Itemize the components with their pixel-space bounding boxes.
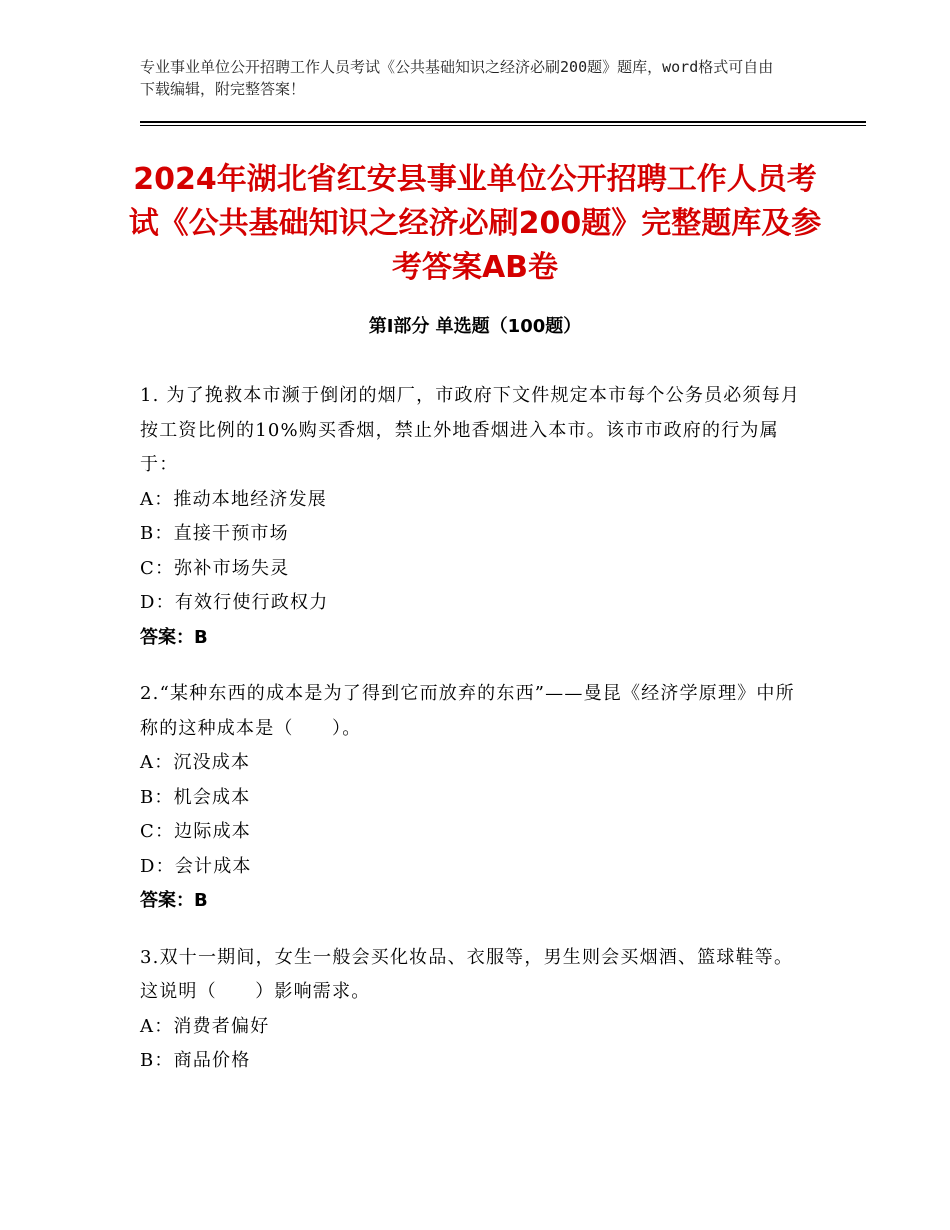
option-d: D：有效行使行政权力 [140, 592, 329, 613]
answer-label: 答案：B [140, 890, 208, 911]
option-d: D：会计成本 [140, 855, 252, 877]
question-2 [140, 677, 812, 919]
question-stem: 2.“某种东西的成本是为了得到它而放弃的东西”——曼昆《经济学原理》中所称的这种成本是（ ）。 [140, 683, 795, 739]
header-divider-thin [140, 125, 866, 126]
question-stem: 3.双十一期间，女生一般会买化妆品、衣服等，男生则会买烟酒、篮球鞋等。这说明（ ）影响需求。 [140, 946, 794, 1002]
option-b: B：商品价格 [140, 1050, 251, 1071]
option-b: B：机会成本 [140, 786, 251, 808]
option-b: B：直接干预市场 [140, 523, 289, 544]
question-list [140, 379, 812, 1101]
question-3 [140, 941, 812, 1079]
question-stem: 1. 为了挽救本市濒于倒闭的烟厂，市政府下文件规定本市每个公务员必须每月按工资比例的10%购买香烟，禁止外地香烟进入本市。该市市政府的行为属于： [140, 385, 801, 475]
header-divider-thick [140, 121, 866, 123]
option-c: C：弥补市场失灵 [140, 557, 290, 579]
header-note: 专业事业单位公开招聘工作人员考试《公共基础知识之经济必刷200题》题库，word格式可自由下载编辑，附完整答案！ [140, 58, 774, 98]
option-a: A：沉没成本 [140, 752, 251, 773]
document-title: 2024年湖北省红安县事业单位公开招聘工作人员考试《公共基础知识之经济必刷200题》完整题库及参考答案AB卷 [128, 162, 822, 285]
option-c: C：边际成本 [140, 821, 251, 842]
option-a: A：消费者偏好 [140, 1015, 270, 1037]
section-heading: 第Ⅰ部分 单选题（100题） [368, 316, 582, 337]
answer-label: 答案：B [140, 626, 208, 648]
option-a: A：推动本地经济发展 [140, 488, 327, 510]
question-1 [140, 379, 812, 655]
